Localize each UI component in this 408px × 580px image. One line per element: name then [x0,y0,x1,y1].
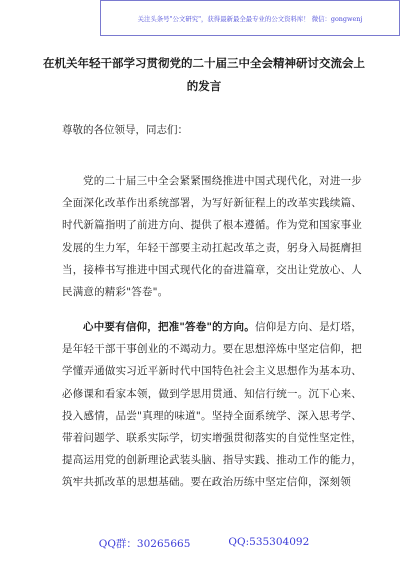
salutation: 尊敬的各位领导，同志们： [62,124,188,136]
paragraph-body: 信仰是方向、是灯塔，是年轻干部干事创业的不竭动力。要在思想淬炼中坚定信仰，把学懂弄通做实习近平新时代中国特色社会主义思想作为基本功、必修课和看家本领，做到学思用贯通、知信行统一。沉下心来、投入感情，品尝"真理的味道"。坚持全面系统学、深入思考学、带着问题学、联系实际学，切实增强贯彻落实的自觉性坚定性，提高运用党的创新理论武装头脑、指导实践、推动工作的能力，筑牢共抓改革的思想基础。要在政治历练中坚定信仰，深刻领 [62,321,363,489]
footer-contact [0,536,408,551]
header-banner-text: 关注头条号"公文研究"，获得最新最全最专业的公文资料库！ 微信：gongwenj [137,14,363,23]
footer-qq: QQ:535304092 [228,536,310,548]
paragraph-faith [62,316,362,494]
footer-qq-group: QQ群：30265665 [98,538,191,550]
paragraph-lead-heading: 心中要有信仰，把准"答卷"的方向。 [83,321,255,333]
document-title: 在机关年轻干部学习贯彻党的二十届三中全会精神研讨交流会上的发言 [43,56,365,93]
header-banner [100,0,400,36]
paragraph-intro: 党的二十届三中全会紧紧围绕推进中国式现代化，对进一步全面深化改革作出系统部署，为写好新征程上的改革实践续篇、时代新篇指明了前进方向、提供了根本遵循。作为党和国家事业发展的生力军，年轻干部要主动扛起改革之责，躬身入局挺膺担当，接棒书写推进中国式现代化的奋进篇章，交出让党放心、人民满意的精彩"答卷"。 [62,175,362,299]
